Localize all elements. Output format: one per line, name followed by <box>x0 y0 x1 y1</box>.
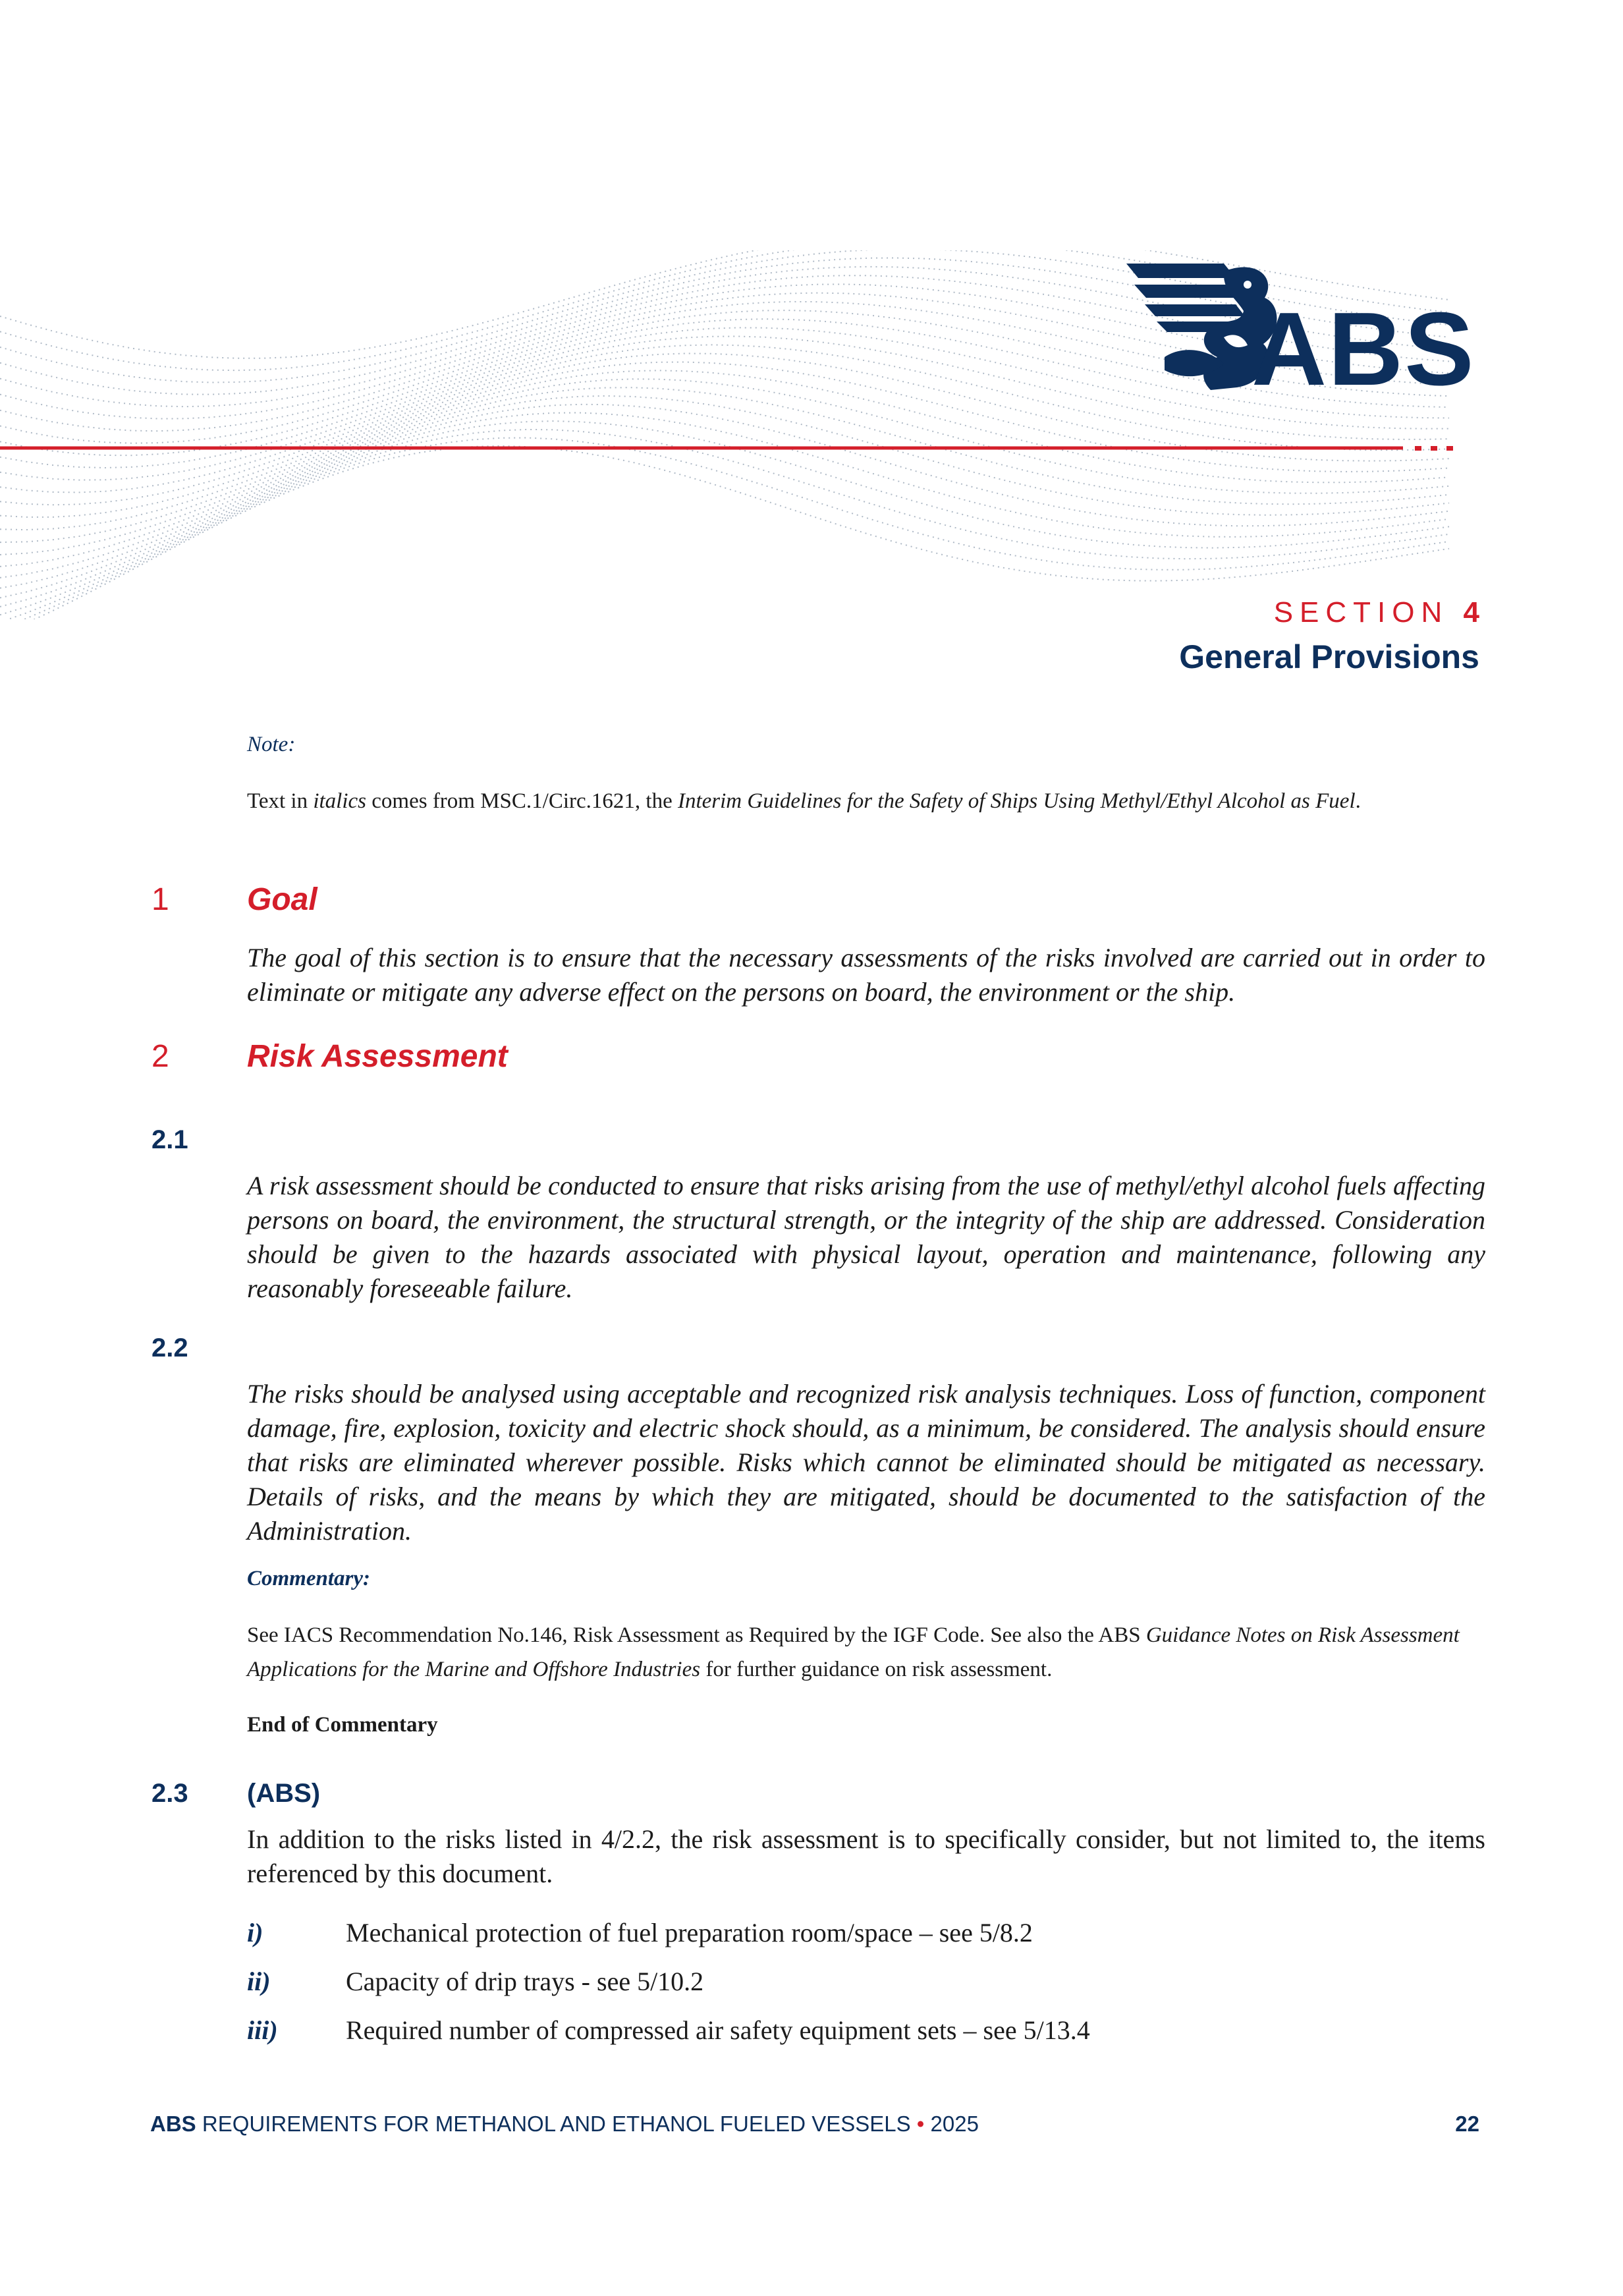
note-text-italic: italics <box>313 789 367 813</box>
commentary-label: Commentary: <box>247 1567 370 1590</box>
wave-line <box>0 446 1449 619</box>
note-guideline-title: Interim Guidelines for the Safety of Ships Using Methyl/Ethyl Alcohol as Fuel <box>677 789 1356 813</box>
footer-bullet: • <box>916 2112 925 2136</box>
list-item: Required number of compressed air safety equipment sets – see 5/13.4 <box>346 2015 1090 2045</box>
note-text-part: comes from MSC.1/Circ.1621, the <box>366 789 678 813</box>
wave-line <box>0 387 1449 578</box>
section-2-2-text: The risks should be analysed using acceptable and recognized risk analysis techniques. Loss of function, component damage, fire, explosion, toxicity and electric shock should, as a minimum, be considered. The analysis should ensure that risks are eliminated wherever possible. Risks which cannot be eliminated should be mitigated as necessary. Details of risks, and the means by which they are mitigated, should be documented to the satisfaction of the Administration. <box>247 1379 1485 1546</box>
section-2-title: Risk Assessment <box>247 1039 508 1074</box>
list-item-marker: iii) <box>247 2015 278 2045</box>
section-1-title: Goal <box>247 882 317 917</box>
wave-line <box>0 421 1449 615</box>
commentary-text <box>247 1618 1485 1687</box>
note-text <box>247 784 1485 818</box>
wave-line <box>0 370 1449 555</box>
section-2-3-title: (ABS) <box>247 1779 321 1808</box>
section-label-word: SECTION <box>1273 596 1449 629</box>
footer-document-title <box>150 2112 979 2137</box>
section-2-3-number: 2.3 <box>151 1779 188 1808</box>
section-2-2-number: 2.2 <box>151 1333 188 1362</box>
wave-line <box>0 413 1449 607</box>
wave-line <box>0 438 1449 620</box>
section-2-3-text: In addition to the risks listed in 4/2.2, the risk assessment is to specifically consider, but not limited to, the items referenced by this document. <box>247 1824 1485 1888</box>
note-text-part: Text in <box>247 789 314 813</box>
section-2-1-number: 2.1 <box>151 1125 188 1154</box>
commentary-guidance-title: Guidance Notes on Risk Assessment Applications for the Marine and Offshore Industries <box>247 1623 1460 1681</box>
section-number: 4 <box>1463 596 1479 629</box>
footer-title: REQUIREMENTS FOR METHANOL AND ETHANOL FUELED VESSELS <box>202 2112 911 2136</box>
section-label <box>1274 596 1479 629</box>
commentary-text-part: for further guidance on risk assessment. <box>700 1658 1053 1681</box>
end-of-commentary: End of Commentary <box>247 1713 438 1737</box>
page-title: General Provisions <box>1179 638 1479 675</box>
list-item-marker: i) <box>247 1918 263 1947</box>
list-item: Capacity of drip trays - see 5/10.2 <box>346 1967 704 1996</box>
section-2-number: 2 <box>151 1039 169 1074</box>
list-item: Mechanical protection of fuel preparation room/space – see 5/8.2 <box>346 1918 1033 1947</box>
logo-wordmark: ABS <box>1252 291 1475 407</box>
section-1-number: 1 <box>151 882 169 917</box>
page-number: 22 <box>1455 2112 1479 2136</box>
footer-year: 2025 <box>930 2112 979 2136</box>
footer-brand: ABS <box>150 2112 196 2136</box>
note-label: Note: <box>247 733 296 756</box>
commentary-text-part: See IACS Recommendation No.146, Risk Assessment as Required by the IGF Code. See also the ABS <box>247 1623 1146 1647</box>
rule-dots <box>1415 446 1453 451</box>
wave-line <box>0 405 1449 598</box>
list-item-marker: ii) <box>247 1967 271 1996</box>
note-text-part: . <box>1355 789 1361 813</box>
section-1-text: The goal of this section is to ensure that the necessary assessments of the risks involved are carried out in order to eliminate or mitigate any adverse effect on the persons on board, the environment or the ship. <box>247 943 1485 1007</box>
section-2-1-text: A risk assessment should be conducted to ensure that risks arising from the use of methyl/ethyl alcohol fuels affecting persons on board, the environment, the structural strength, or the integrity of the ship are addressed. Consideration should be given to the hazards associated with physical layout, operation and maintenance, following any reasonably foreseeable failure. <box>247 1171 1485 1303</box>
